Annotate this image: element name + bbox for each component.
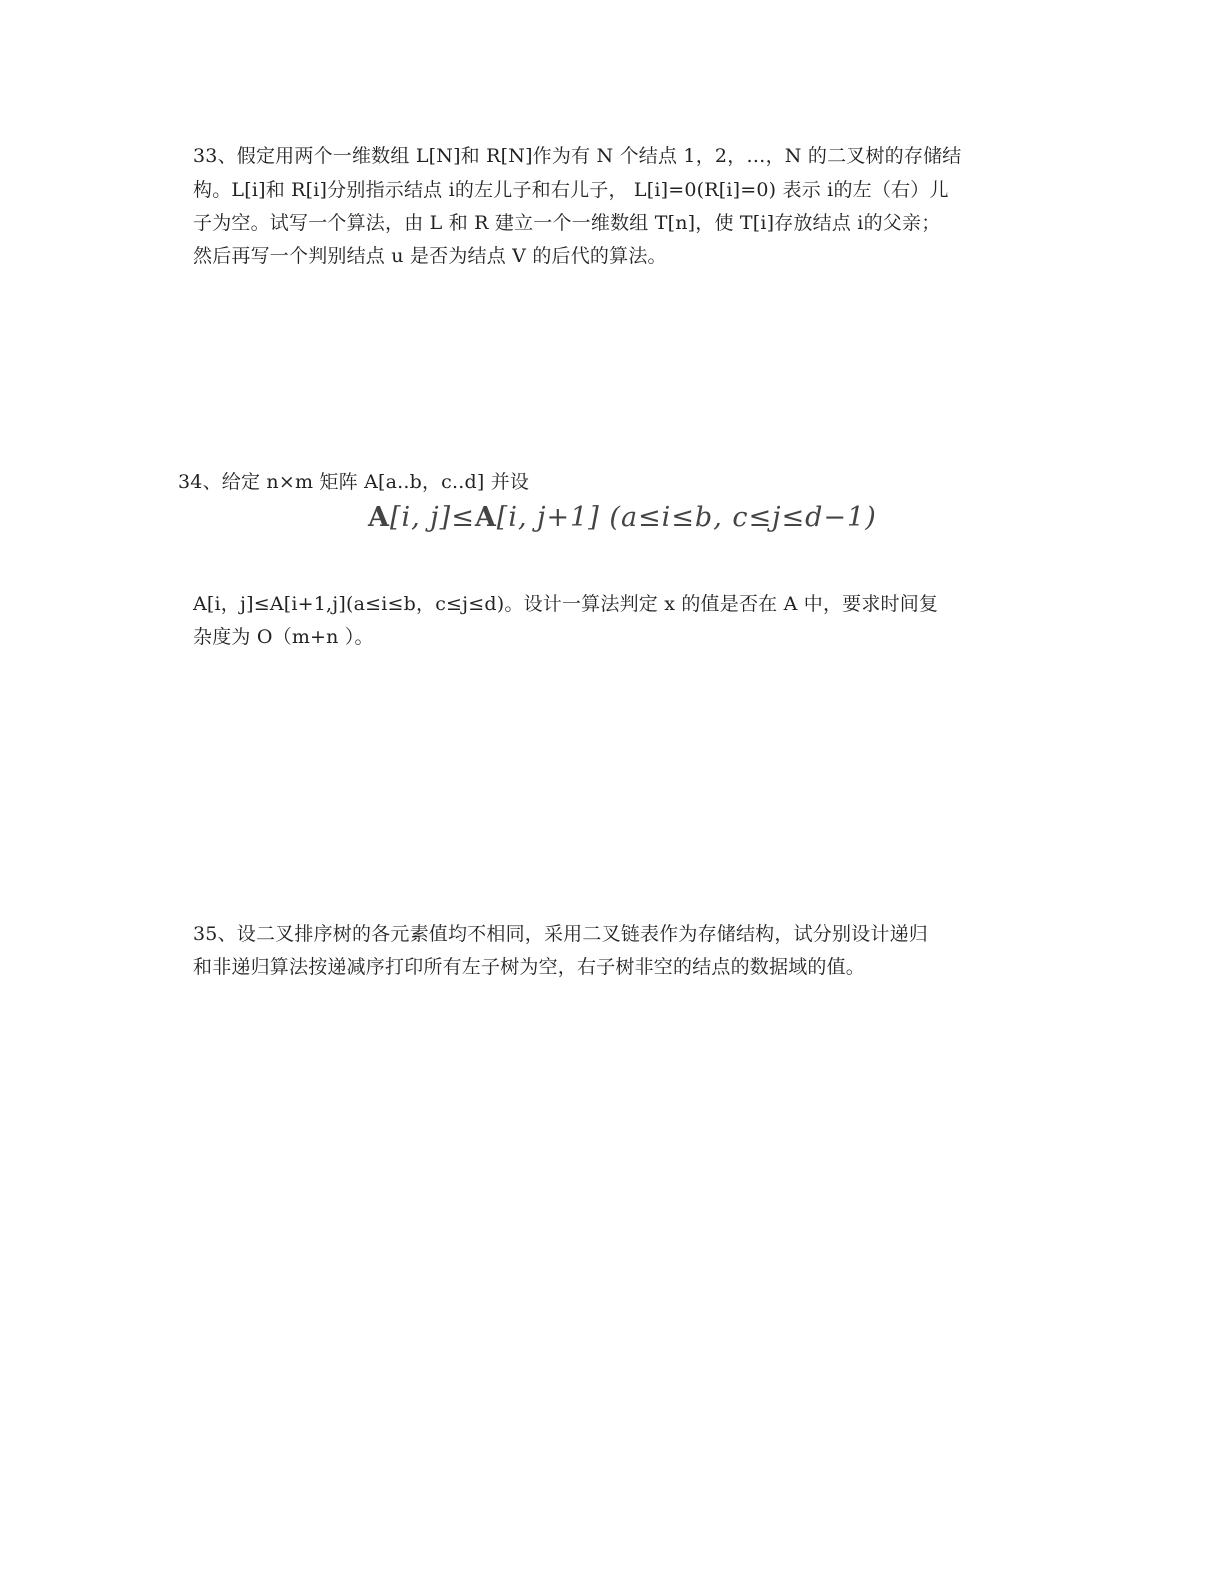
q33-line-3: 子为空。试写一个算法，由 L 和 R 建立一个一维数组 T[n]，使 T[i]存放结点 i的父亲； xyxy=(193,212,941,234)
q33-line-4: 然后再写一个判别结点 u 是否为结点 V 的后代的算法。 xyxy=(193,245,667,267)
q34-line-2: A[i，j]≤A[i+1,j](a≤i≤b，c≤j≤d)。设计一算法判定 x 的值是否在 A 中，要求时间复 xyxy=(193,593,939,615)
formula-matrix-a-2: A xyxy=(474,502,497,533)
q35-line-2: 和非递归算法按递减序打印所有左子树为空，右子树非空的结点的数据域的值。 xyxy=(193,956,866,978)
formula-part-1: [i, j]≤ xyxy=(389,502,475,533)
q34-line-3: 杂度为 O（m+n ）。 xyxy=(193,626,374,648)
formula-condition: (a≤i≤b, c≤j≤d−1) xyxy=(599,502,877,533)
q33-line-1: 33、假定用两个一维数组 L[N]和 R[N]作为有 N 个结点 1，2，…，N 的二叉树的存储结 xyxy=(193,145,962,167)
q34-formula xyxy=(368,496,958,540)
formula-part-2: [i, j+1] xyxy=(496,502,600,533)
q34-line-1: 34、给定 n×m 矩阵 A[a..b，c..d] 并设 xyxy=(178,471,530,493)
formula-matrix-a: A xyxy=(368,502,390,533)
q33-line-2: 构。L[i]和 R[i]分别指示结点 i的左儿子和右儿子， L[i]=0(R[i]=0) 表示 i的左（右）儿 xyxy=(193,179,949,201)
q35-line-1: 35、设二叉排序树的各元素值均不相同，采用二叉链表作为存储结构，试分别设计递归 xyxy=(193,923,928,945)
